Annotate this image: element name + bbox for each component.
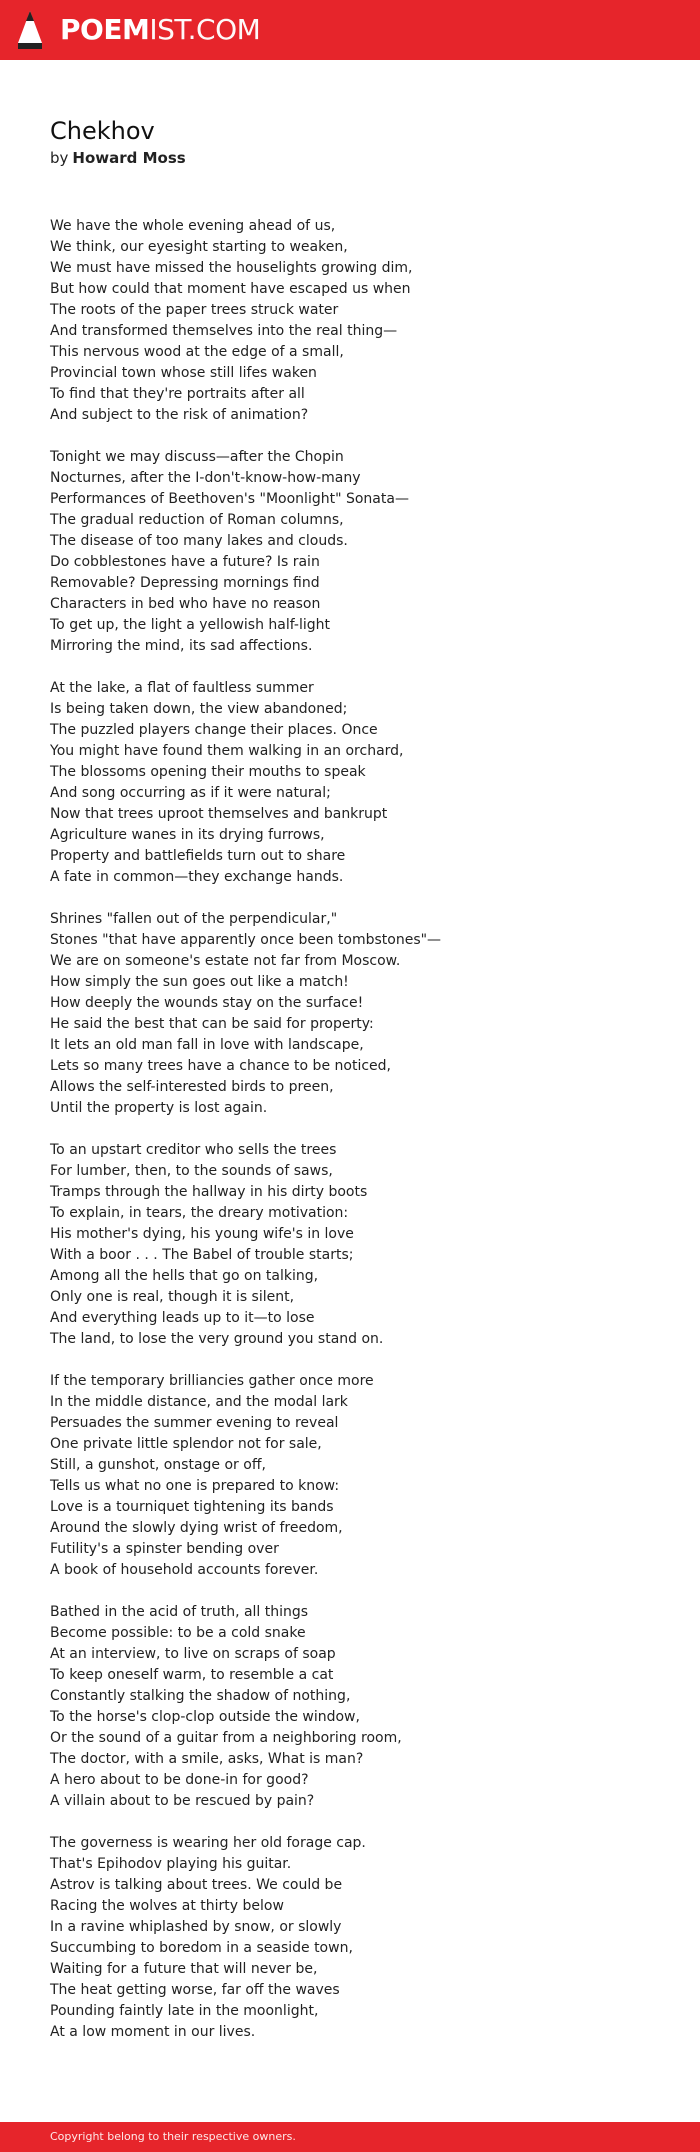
poem-line: This nervous wood at the edge of a small, xyxy=(50,344,344,360)
poem-line: Persuades the summer evening to reveal xyxy=(50,1415,339,1431)
poem-line: You might have found them walking in an orchard, xyxy=(50,743,404,759)
footer-copyright: Copyright belong to their respective owners. xyxy=(50,2130,296,2143)
site-footer xyxy=(0,2122,700,2152)
poem-stanza xyxy=(50,447,650,657)
poem-line: Bathed in the acid of truth, all things xyxy=(50,1604,309,1620)
logo-light-text: IST.COM xyxy=(149,13,261,46)
poem-line: Tramps through the hallway in his dirty boots xyxy=(50,1184,368,1200)
poem-line: Around the slowly dying wrist of freedom, xyxy=(50,1520,343,1536)
poem-line: Provincial town whose still lifes waken xyxy=(50,365,317,381)
poem-line: For lumber, then, to the sounds of saws, xyxy=(50,1163,333,1179)
poem-stanza xyxy=(50,216,650,426)
poem-line: Tells us what no one is prepared to know: xyxy=(50,1478,340,1494)
poem-line: Still, a gunshot, onstage or off, xyxy=(50,1457,266,1473)
poem-line: The heat getting worse, far off the waves xyxy=(50,1982,340,1998)
poem-line: The gradual reduction of Roman columns, xyxy=(50,512,344,528)
poem-line: Characters in bed who have no reason xyxy=(50,596,321,612)
poem-line: Or the sound of a guitar from a neighboring room, xyxy=(50,1730,402,1746)
poem-line: Only one is real, though it is silent, xyxy=(50,1289,295,1305)
site-logo-link[interactable] xyxy=(16,8,260,52)
poem-line: A hero about to be done-in for good? xyxy=(50,1772,309,1788)
poem-stanza xyxy=(50,1371,650,1581)
poem-line: Futility's a spinster bending over xyxy=(50,1541,279,1557)
poem-line: The puzzled players change their places. Once xyxy=(50,722,378,738)
poem-line: To find that they're portraits after all xyxy=(50,386,305,402)
poem-line: To keep oneself warm, to resemble a cat xyxy=(50,1667,334,1683)
poem-line: Among all the hells that go on talking, xyxy=(50,1268,319,1284)
poem-line: Property and battlefields turn out to share xyxy=(50,848,346,864)
poem-line: Stones "that have apparently once been tombstones"— xyxy=(50,932,442,948)
poem-line: Now that trees uproot themselves and bankrupt xyxy=(50,806,388,822)
poem-line: To explain, in tears, the dreary motivation: xyxy=(50,1205,349,1221)
poem-line: Is being taken down, the view abandoned; xyxy=(50,701,348,717)
poem-line: And everything leads up to it—to lose xyxy=(50,1310,315,1326)
poem-line: And subject to the risk of animation? xyxy=(50,407,309,423)
poem-author: Howard Moss xyxy=(72,149,186,167)
poem-line: To an upstart creditor who sells the trees xyxy=(50,1142,337,1158)
poem-byline xyxy=(50,148,650,168)
poem-line: Racing the wolves at thirty below xyxy=(50,1898,284,1914)
poem-line: Performances of Beethoven's "Moonlight" Sonata— xyxy=(50,491,409,507)
poem-line: How simply the sun goes out like a match! xyxy=(50,974,349,990)
poem-body xyxy=(50,216,650,2043)
poem-stanza xyxy=(50,1602,650,1812)
poem-line: Tonight we may discuss—after the Chopin xyxy=(50,449,344,465)
poem-stanza xyxy=(50,1833,650,2043)
site-logo-text xyxy=(60,13,261,46)
poem-line: A fate in common—they exchange hands. xyxy=(50,869,344,885)
poem-stanza xyxy=(50,909,650,1119)
poem-line: His mother's dying, his young wife's in love xyxy=(50,1226,354,1242)
poem-line: The disease of too many lakes and clouds. xyxy=(50,533,348,549)
logo-bold-text: POEM xyxy=(60,13,150,46)
poem-stanza xyxy=(50,678,650,888)
poem-line: That's Epihodov playing his guitar. xyxy=(50,1856,292,1872)
poem-line: At an interview, to live on scraps of soap xyxy=(50,1646,336,1662)
poem-line: A book of household accounts forever. xyxy=(50,1562,319,1578)
poem-line: At a low moment in our lives. xyxy=(50,2024,256,2040)
poem-line: But how could that moment have escaped us when xyxy=(50,281,411,297)
poem-line: We think, our eyesight starting to weaken, xyxy=(50,239,348,255)
poem-line: Allows the self-interested birds to preen, xyxy=(50,1079,334,1095)
poem-line: In the middle distance, and the modal lark xyxy=(50,1394,348,1410)
poem-line: In a ravine whiplashed by snow, or slowly xyxy=(50,1919,342,1935)
poem-line: To get up, the light a yellowish half-light xyxy=(50,617,331,633)
poem-line: One private little splendor not for sale, xyxy=(50,1436,322,1452)
poem-line: The doctor, with a smile, asks, What is man? xyxy=(50,1751,364,1767)
poem-line: Agriculture wanes in its drying furrows, xyxy=(50,827,325,843)
poem-line: Shrines "fallen out of the perpendicular," xyxy=(50,911,338,927)
poem-line: Until the property is lost again. xyxy=(50,1100,268,1116)
poem-line: He said the best that can be said for property: xyxy=(50,1016,374,1032)
poem-line: We have the whole evening ahead of us, xyxy=(50,218,336,234)
poem-line: If the temporary brilliancies gather once more xyxy=(50,1373,374,1389)
poem-line: The land, to lose the very ground you stand on. xyxy=(50,1331,384,1347)
poem-line: To the horse's clop-clop outside the window, xyxy=(50,1709,360,1725)
poem-line: It lets an old man fall in love with landscape, xyxy=(50,1037,364,1053)
poem-line: The governess is wearing her old forage cap. xyxy=(50,1835,366,1851)
poem-line: Astrov is talking about trees. We could be xyxy=(50,1877,343,1893)
poem-line: The blossoms opening their mouths to speak xyxy=(50,764,366,780)
poem-line: How deeply the wounds stay on the surface! xyxy=(50,995,364,1011)
poem-line: Lets so many trees have a chance to be noticed, xyxy=(50,1058,391,1074)
poem-line: We are on someone's estate not far from Moscow. xyxy=(50,953,401,969)
poem-line: Pounding faintly late in the moonlight, xyxy=(50,2003,319,2019)
poem-line: Love is a tourniquet tightening its bands xyxy=(50,1499,334,1515)
poem-line: The roots of the paper trees struck water xyxy=(50,302,339,318)
poem-line: Succumbing to boredom in a seaside town, xyxy=(50,1940,353,1956)
poem-line: With a boor . . . The Babel of trouble starts; xyxy=(50,1247,354,1263)
byline-prefix: by xyxy=(50,149,69,167)
poem-line: Removable? Depressing mornings find xyxy=(50,575,320,591)
pencil-tip-icon xyxy=(16,9,44,51)
site-header xyxy=(0,0,700,60)
poem-line: We must have missed the houselights growing dim, xyxy=(50,260,413,276)
poem-line: And song occurring as if it were natural; xyxy=(50,785,331,801)
poem-line: And transformed themselves into the real thing— xyxy=(50,323,398,339)
poem-line: Do cobblestones have a future? Is rain xyxy=(50,554,320,570)
poem-line: At the lake, a flat of faultless summer xyxy=(50,680,314,696)
poem-line: Mirroring the mind, its sad affections. xyxy=(50,638,313,654)
poem-line: A villain about to be rescued by pain? xyxy=(50,1793,315,1809)
poem-line: Nocturnes, after the I-don't-know-how-many xyxy=(50,470,361,486)
poem-stanza xyxy=(50,1140,650,1350)
poem-line: Constantly stalking the shadow of nothing, xyxy=(50,1688,351,1704)
poem-content xyxy=(50,60,650,2064)
poem-title: Chekhov xyxy=(50,117,155,145)
poem-line: Waiting for a future that will never be, xyxy=(50,1961,318,1977)
poem-line: Become possible: to be a cold snake xyxy=(50,1625,306,1641)
